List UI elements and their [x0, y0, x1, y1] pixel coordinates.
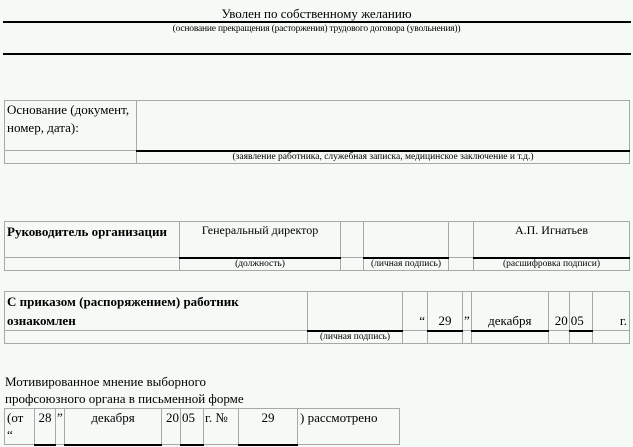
basis-label: Основание (документ, номер, дата): [5, 101, 137, 151]
union-opinion-heading-line2: профсоюзного органа в письменной форме [5, 391, 244, 406]
union-opinion-heading-line1: Мотивированное мнение выборного [5, 374, 206, 389]
spacer [569, 331, 592, 344]
head-table [4, 221, 630, 271]
acknowledgement-year-suffix[interactable]: 05 [569, 292, 592, 331]
spacer [403, 331, 428, 344]
spacer [592, 331, 629, 344]
acknowledgement-year-unit: г. [592, 292, 629, 331]
union-result: ) рассмотрено [298, 409, 400, 445]
quote-open: “ [403, 292, 428, 331]
quote-close: ” [463, 292, 472, 331]
spacer [463, 331, 472, 344]
dismissal-reason-underline [3, 21, 631, 23]
union-year-prefix: 20 [162, 409, 181, 445]
acknowledgement-signature-caption: (личная подпись) [308, 331, 403, 344]
spacer [449, 222, 474, 258]
union-opinion-table [4, 408, 400, 446]
union-year-suffix[interactable]: 05 [181, 409, 204, 445]
spacer [449, 258, 474, 271]
union-quote-close: ” [56, 409, 65, 445]
acknowledgement-day[interactable]: 29 [428, 292, 463, 331]
blank-line [3, 53, 631, 55]
acknowledgement-year-prefix: 20 [548, 292, 569, 331]
spacer [5, 258, 180, 271]
head-position-caption: (должность) [180, 258, 341, 271]
head-name-caption: (расшифровка подписи) [474, 258, 630, 271]
head-signature-caption: (личная подпись) [364, 258, 449, 271]
head-label: Руководитель организации [5, 222, 180, 258]
spacer [341, 258, 364, 271]
spacer [471, 331, 548, 344]
head-position[interactable]: Генеральный директор [180, 222, 341, 258]
dismissal-reason: Уволен по собственному желанию [221, 6, 412, 21]
spacer [548, 331, 569, 344]
acknowledgement-table [4, 291, 630, 344]
acknowledgement-label: С приказом (распоряжением) работник ознакомлен [5, 292, 308, 331]
head-name[interactable]: А.П. Игнатьев [474, 222, 630, 258]
basis-input[interactable] [137, 101, 630, 151]
acknowledgement-signature[interactable] [308, 292, 403, 331]
basis-empty-cell [5, 151, 137, 164]
union-from-label: (от “ [5, 409, 35, 445]
basis-table [4, 100, 630, 164]
union-number-label: г. № [204, 409, 239, 445]
spacer [341, 222, 364, 258]
dismissal-reason-caption: (основание прекращения (расторжения) трудового договора (увольнения)) [172, 24, 461, 34]
spacer [5, 331, 308, 344]
union-day[interactable]: 28 [35, 409, 56, 445]
union-number[interactable]: 29 [239, 409, 298, 445]
spacer [428, 331, 463, 344]
head-signature[interactable] [364, 222, 449, 258]
basis-caption: (заявление работника, служебная записка, медицинское заключение и т.д.) [137, 151, 630, 164]
acknowledgement-month[interactable]: декабря [471, 292, 548, 331]
union-month[interactable]: декабря [65, 409, 162, 445]
